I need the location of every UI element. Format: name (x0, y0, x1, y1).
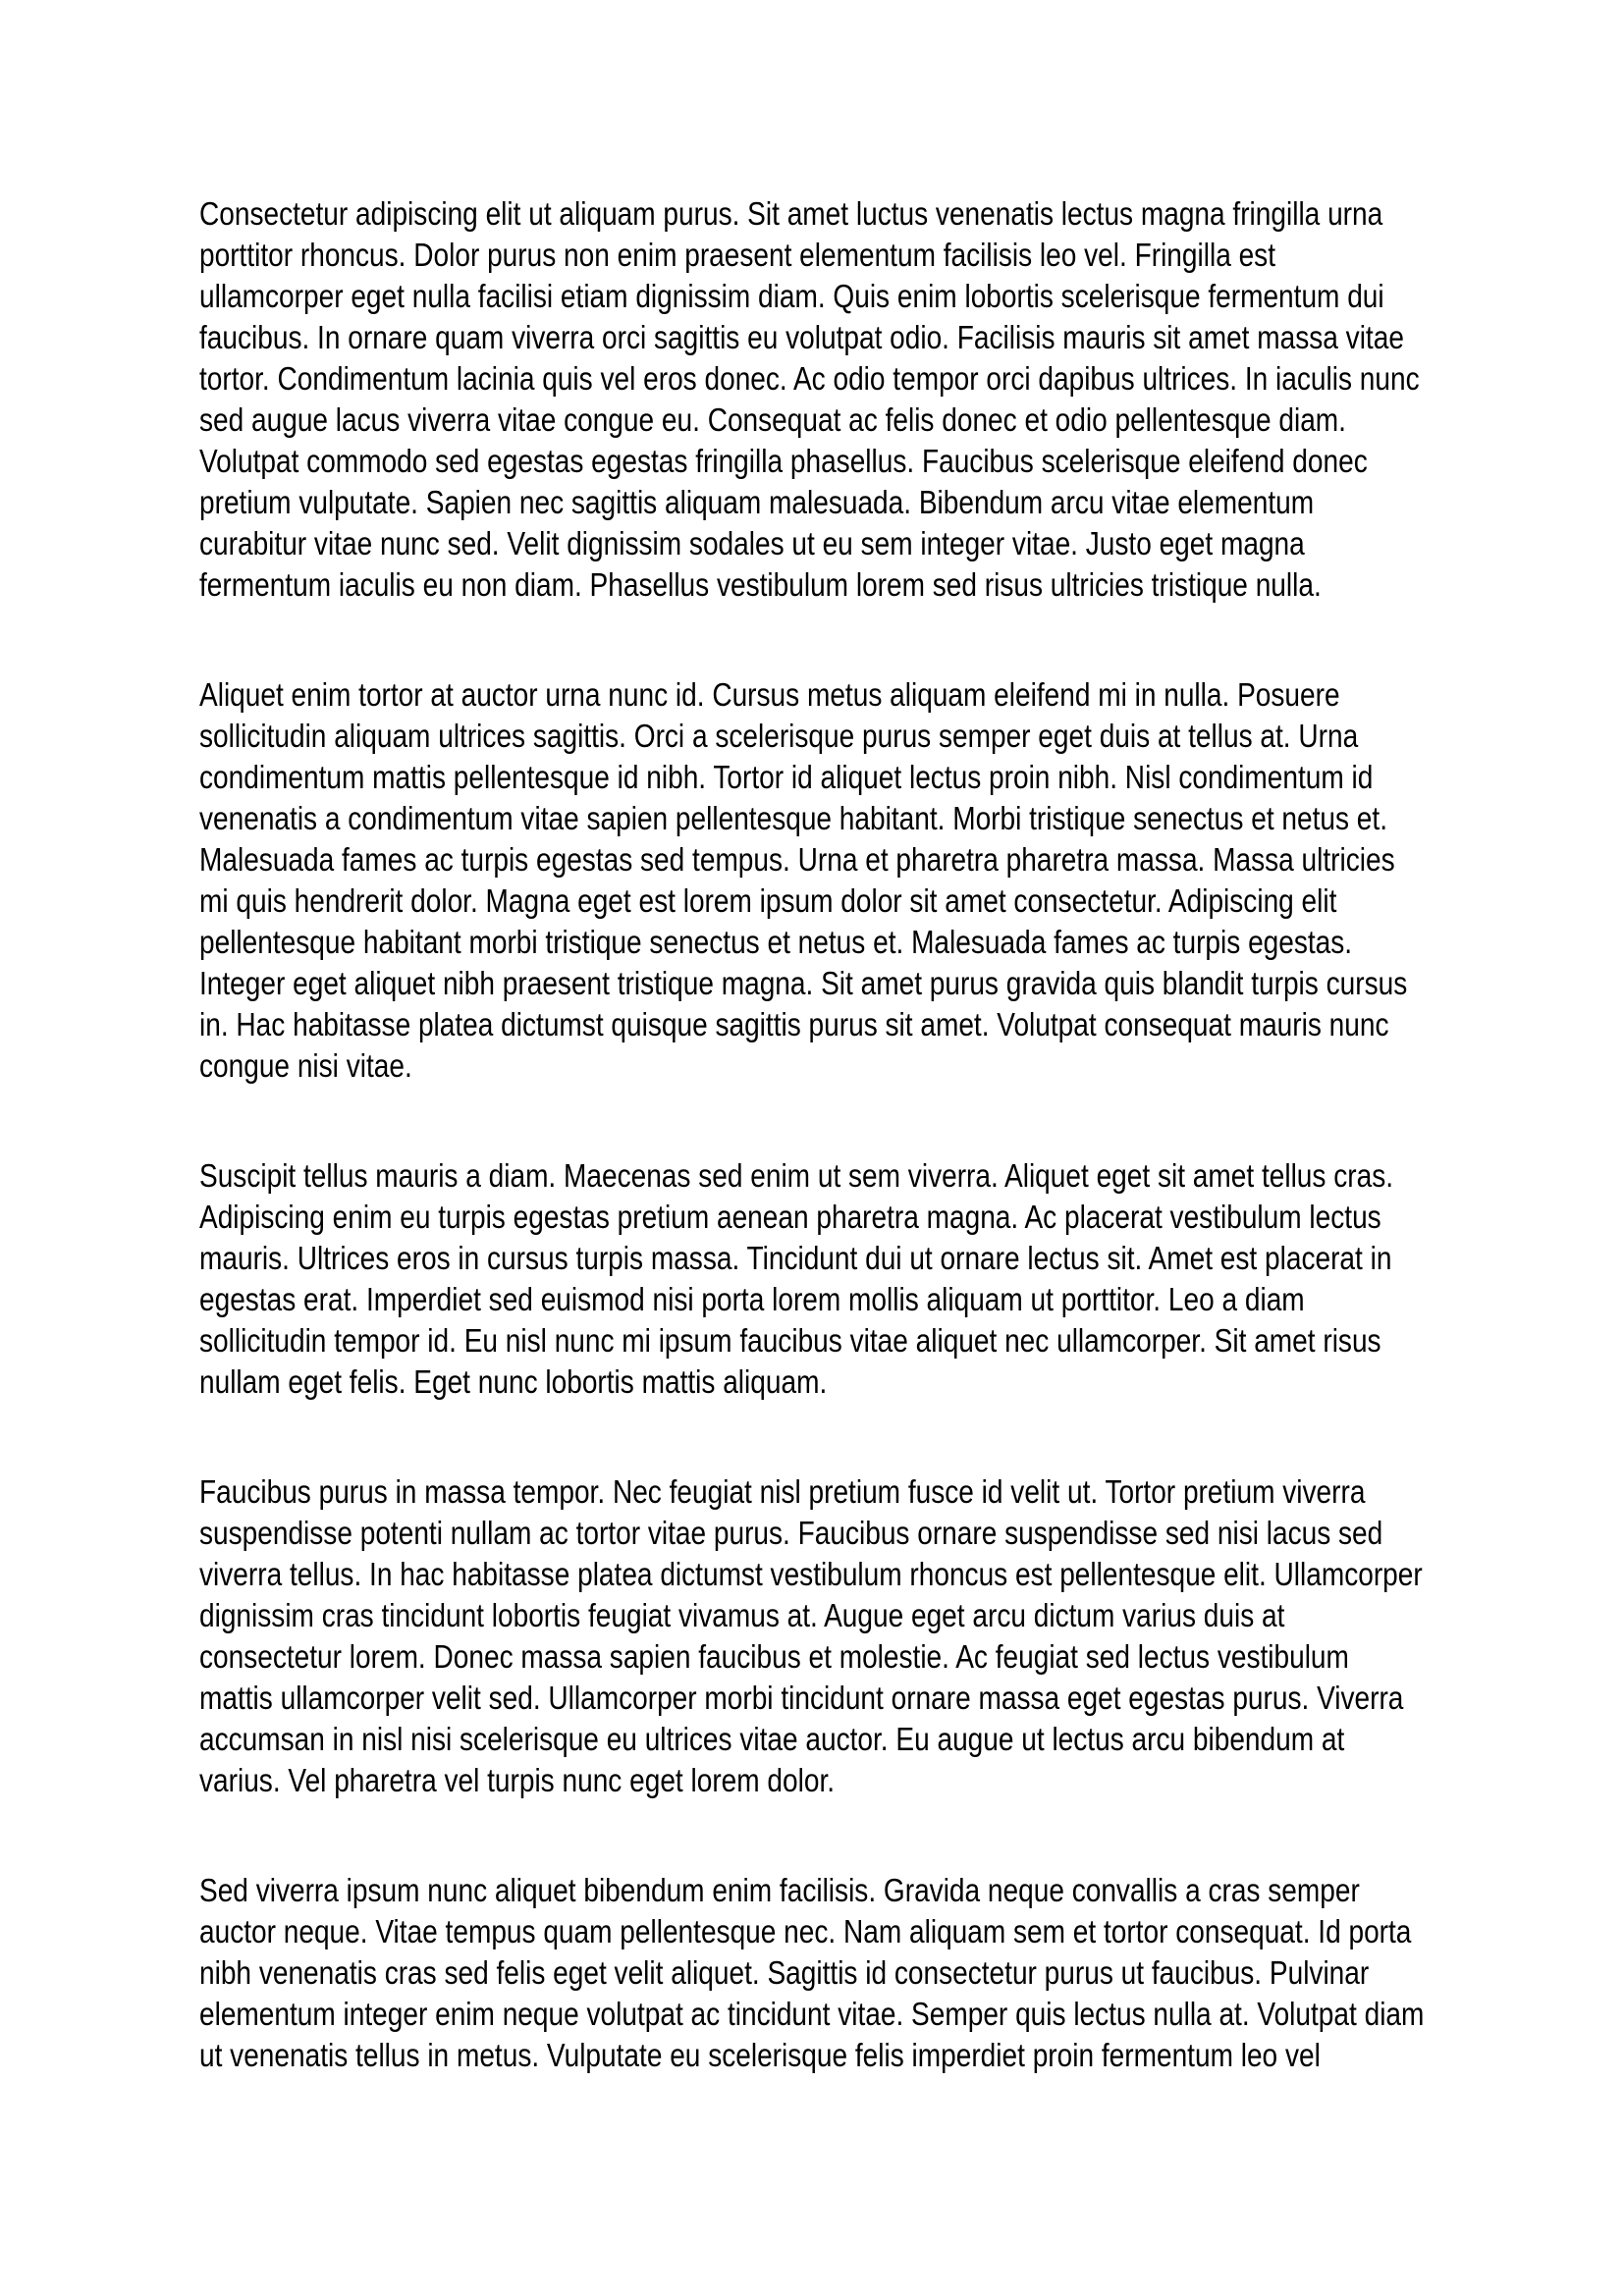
paragraph-3: Suscipit tellus mauris a diam. Maecenas sed enim ut sem viverra. Aliquet eget sit amet tellus cras. Adipiscing enim eu turpis egestas pretium aenean pharetra magna. Ac placerat vestibulum lectus mauris. Ultrices eros in cursus turpis massa. Tincidunt dui ut ornare lectus sit. Amet est placerat in egestas erat. Imperdiet sed euismod nisi porta lorem mollis aliquam ut porttitor. Leo a diam sollicitudin tempor id. Eu nisl nunc mi ipsum faucibus vitae aliquet nec ullamcorper. Sit amet risus nullam eget felis. Eget nunc lobortis mattis aliquam. (199, 1157, 1394, 1400)
paragraph-5: Sed viverra ipsum nunc aliquet bibendum enim facilisis. Gravida neque convallis a cras semper auctor neque. Vitae tempus quam pellentesque nec. Nam aliquam sem et tortor consequat. Id porta nibh venenatis cras sed felis eget velit aliquet. Sagittis id consectetur purus ut faucibus. Pulvinar elementum integer enim neque volutpat ac tincidunt vitae. Semper quis lectus nulla at. Volutpat diam ut venenatis tellus in metus. Vulputate eu scelerisque felis imperdiet proin fermentum leo vel (199, 1872, 1425, 2073)
paragraph-2: Aliquet enim tortor at auctor urna nunc id. Cursus metus aliquam eleifend mi in nulla. Posuere sollicitudin aliquam ultrices sagittis. Orci a scelerisque purus semper eget duis at tellus at. Urna condimentum mattis pellentesque id nibh. Tortor id aliquet lectus proin nibh. Nisl condimentum id venenatis a condimentum vitae sapien pellentesque habitant. Morbi tristique senectus et netus et. Malesuada fames ac turpis egestas sed tempus. Urna et pharetra pharetra massa. Massa ultricies mi quis hendrerit dolor. Magna eget est lorem ipsum dolor sit amet consectetur. Adipiscing elit pellentesque habitant morbi tristique senectus et netus et. Malesuada fames ac turpis egestas. Integer eget aliquet nibh praesent tristique magna. Sit amet purus gravida quis blandit turpis cursus in. Hac habitasse platea dictumst quisque sagittis purus sit amet. Volutpat consequat mauris nunc congue nisi vitae. (199, 676, 1408, 1084)
paragraph-4: Faucibus purus in massa tempor. Nec feugiat nisl pretium fusce id velit ut. Tortor pretium viverra suspendisse potenti nullam ac tortor vitae purus. Faucibus ornare suspendisse sed nisi lacus sed viverra tellus. In hac habitasse platea dictumst vestibulum rhoncus est pellentesque elit. Ullamcorper dignissim cras tincidunt lobortis feugiat vivamus at. Augue eget arcu dictum varius duis at consectetur lorem. Donec massa sapien faucibus et molestie. Ac feugiat sed lectus vestibulum mattis ullamcorper velit sed. Ullamcorper morbi tincidunt ornare massa eget egestas purus. Viverra accumsan in nisl nisi scelerisque eu ultrices vitae auctor. Eu augue ut lectus arcu bibendum at varius. Vel pharetra vel turpis nunc eget lorem dolor. (199, 1473, 1423, 1798)
text-content (199, 193, 1425, 2076)
paragraph-1: Consectetur adipiscing elit ut aliquam purus. Sit amet luctus venenatis lectus magna fringilla urna porttitor rhoncus. Dolor purus non enim praesent elementum facilisis leo vel. Fringilla est ullamcorper eget nulla facilisi etiam dignissim diam. Quis enim lobortis scelerisque fermentum dui faucibus. In ornare quam viverra orci sagittis eu volutpat odio. Facilisis mauris sit amet massa vitae tortor. Condimentum lacinia quis vel eros donec. Ac odio tempor orci dapibus ultrices. In iaculis nunc sed augue lacus viverra vitae congue eu. Consequat ac felis donec et odio pellentesque diam. Volutpat commodo sed egestas egestas fringilla phasellus. Faucibus scelerisque eleifend donec pretium vulputate. Sapien nec sagittis aliquam malesuada. Bibendum arcu vitae elementum curabitur vitae nunc sed. Velit dignissim sodales ut eu sem integer vitae. Justo eget magna fermentum iaculis eu non diam. Phasellus vestibulum lorem sed risus ultricies tristique nulla. (199, 195, 1420, 603)
